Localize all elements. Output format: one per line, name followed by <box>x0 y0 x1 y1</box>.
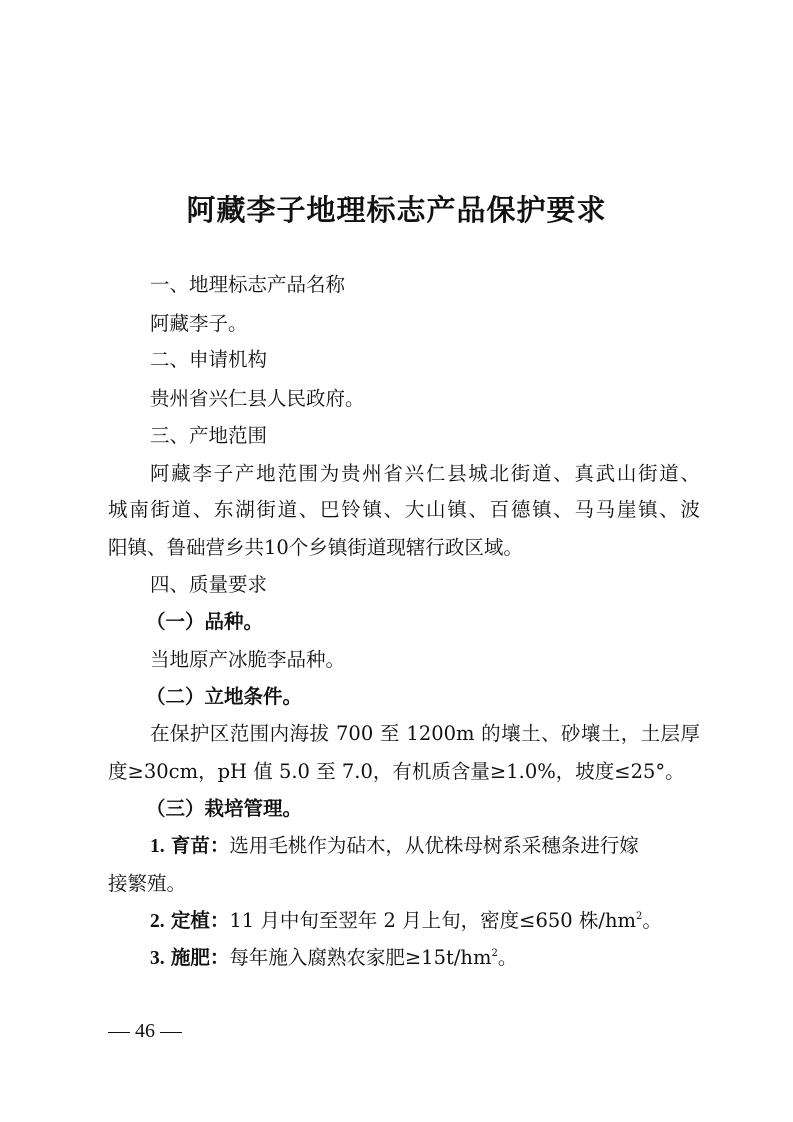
list-item-number: 1. <box>150 836 165 857</box>
paragraph-line: 阳镇、鲁础营乡共10个乡镇街道现辖行政区域。 <box>108 536 523 559</box>
list-item-continuation: 接繁殖。 <box>108 872 187 895</box>
subsection-text-variety: 当地原产冰脆李品种。 <box>150 648 346 671</box>
document-title: 阿藏李子地理标志产品保护要求 <box>186 193 607 227</box>
section-heading-quality: 四、质量要求 <box>150 573 268 596</box>
list-item-label: 定植： <box>170 909 230 932</box>
section-heading-production-area: 三、产地范围 <box>150 424 268 447</box>
superscript: 2 <box>636 911 643 922</box>
paragraph-line: 在保护区范围内海拔 700 至 1200m 的壤土、砂壤土，土层厚 <box>150 722 700 745</box>
list-item-tail: 。 <box>642 909 662 932</box>
list-item-number: 3. <box>150 948 165 969</box>
section-text-applicant: 贵州省兴仁县人民政府。 <box>150 387 365 410</box>
list-item-text: 每年施入腐熟农家肥≥15t/hm <box>229 946 492 969</box>
list-item-number: 2. <box>150 911 165 932</box>
section-heading-applicant: 二、申请机构 <box>150 348 268 371</box>
paragraph-line: 阿藏李子产地范围为贵州省兴仁县城北街道、真武山街道、 <box>150 462 700 485</box>
section-text-product-name: 阿藏李子。 <box>150 312 248 335</box>
list-item-planting <box>150 908 700 934</box>
superscript: 2 <box>491 948 498 959</box>
paragraph-line: 城南街道、东湖街道、巴铃镇、大山镇、百德镇、马马崖镇、波 <box>108 498 700 521</box>
list-item-text: 选用毛桃作为砧木，从优株母树系采穗条进行嫁 <box>229 834 639 857</box>
page-number-dash-right <box>160 1032 182 1033</box>
list-item-seedling <box>150 833 700 859</box>
page-number-value: 46 <box>135 1020 155 1042</box>
paragraph-line: 度≥30cm，pH 值 5.0 至 7.0，有机质含量≥1.0%，坡度≤25°。 <box>108 760 685 783</box>
subsection-heading-cultivation: （三）栽培管理。 <box>146 797 303 820</box>
list-item-text: 11 月中旬至翌年 2 月上旬，密度≤650 株/hm <box>229 909 637 932</box>
subsection-heading-variety: （一）品种。 <box>146 610 264 633</box>
list-item-label: 施肥： <box>170 946 230 969</box>
list-item-tail: 。 <box>497 946 518 969</box>
section-heading-product-name: 一、地理标志产品名称 <box>150 273 346 296</box>
page-number-dash-left <box>108 1032 130 1033</box>
list-item-label: 育苗： <box>170 834 230 857</box>
list-item-fertilizing <box>150 945 700 971</box>
page-number <box>108 1020 182 1043</box>
subsection-heading-site-conditions: （二）立地条件。 <box>146 685 303 708</box>
